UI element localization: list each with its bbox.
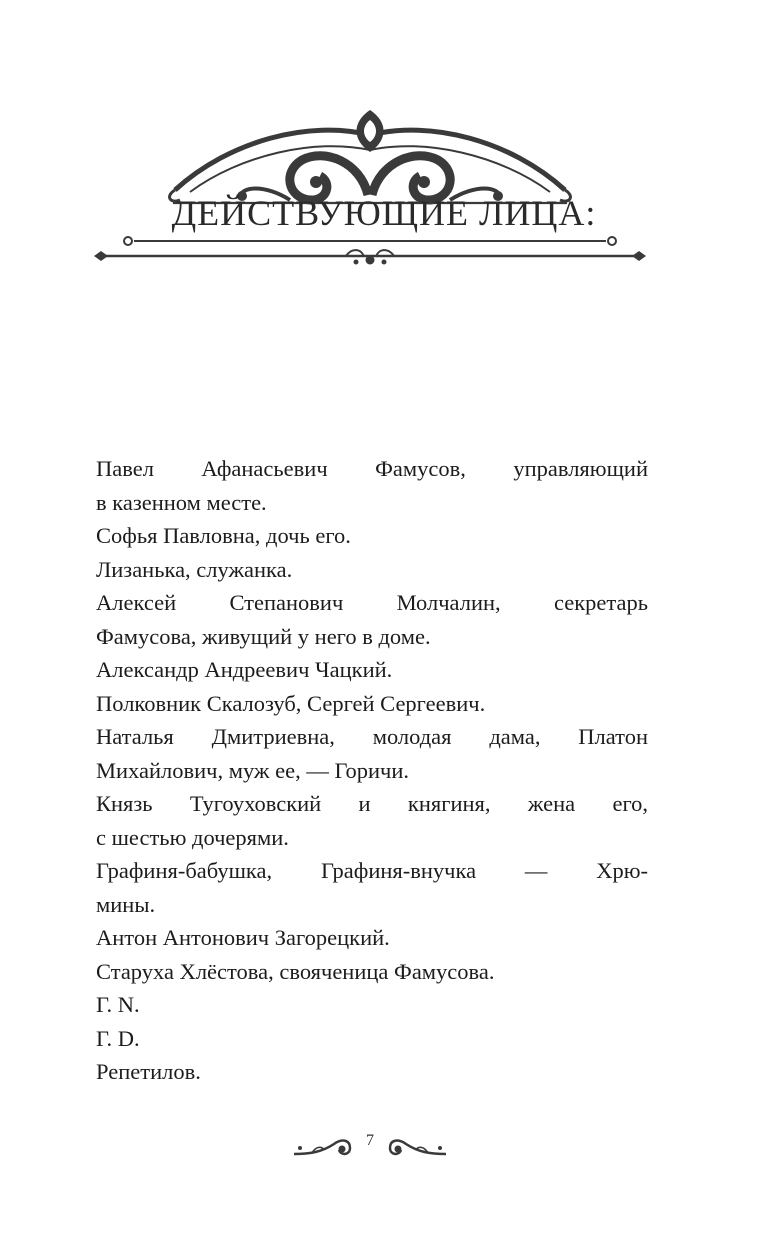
cast-entry-skalozub: Полковник Скалозуб, Сергей Сергеевич. bbox=[96, 690, 486, 716]
cast-entry-tugoukhovsky-cont: с шестью дочерями. bbox=[96, 824, 289, 850]
cast-entry-gorichi: Наталья Дмитриевна, молодая дама, Платон bbox=[96, 724, 648, 749]
cast-entry-zagoretsky: Антон Антонович Загорецкий. bbox=[96, 925, 390, 950]
page-header bbox=[0, 0, 768, 280]
cast-entry-khlestova: Старуха Хлёстова, свояченица Фамусова. bbox=[96, 958, 495, 984]
page-number: 7 bbox=[366, 1132, 374, 1149]
cast-entry-molchalin: Алексей Степанович Молчалин, секретарь bbox=[96, 590, 648, 615]
page-title: ДЕЙСТВУЮЩИЕ ЛИЦА: bbox=[171, 193, 597, 233]
cast-entry-famusov: Павел Афанасьевич Фамусов, управляющий bbox=[96, 456, 648, 481]
cast-entry-molchalin-cont: Фамусова, живущий у него в доме. bbox=[96, 623, 431, 649]
cast-entry-g-n: Г. N. bbox=[96, 992, 140, 1017]
cast-entry-lizanka: Лизанька, служанка. bbox=[96, 556, 293, 582]
cast-entry-sofya: Софья Павловна, дочь его. bbox=[96, 523, 351, 548]
cast-entry-chatsky: Александр Андреевич Чацкий. bbox=[96, 657, 393, 682]
cast-entry-khryumina: Графиня-бабушка, Графиня-внучка — Хрю- bbox=[96, 858, 648, 883]
cast-entry-repetilov: Репетилов. bbox=[96, 1059, 201, 1084]
cast-list bbox=[96, 452, 648, 1089]
cast-entry-gorichi-cont: Михайлович, муж ее, — Горичи. bbox=[96, 757, 410, 783]
page-footer bbox=[290, 1128, 450, 1164]
cast-entry-g-d: Г. D. bbox=[96, 1025, 140, 1051]
cast-entry-khryumina-cont: мины. bbox=[96, 891, 156, 917]
cast-entry-famusov-cont: в казенном месте. bbox=[96, 489, 267, 515]
scroll-flourish-icon bbox=[90, 100, 650, 275]
cast-entry-tugoukhovsky: Князь Тугоуховский и княгиня, жена его, bbox=[96, 791, 648, 816]
